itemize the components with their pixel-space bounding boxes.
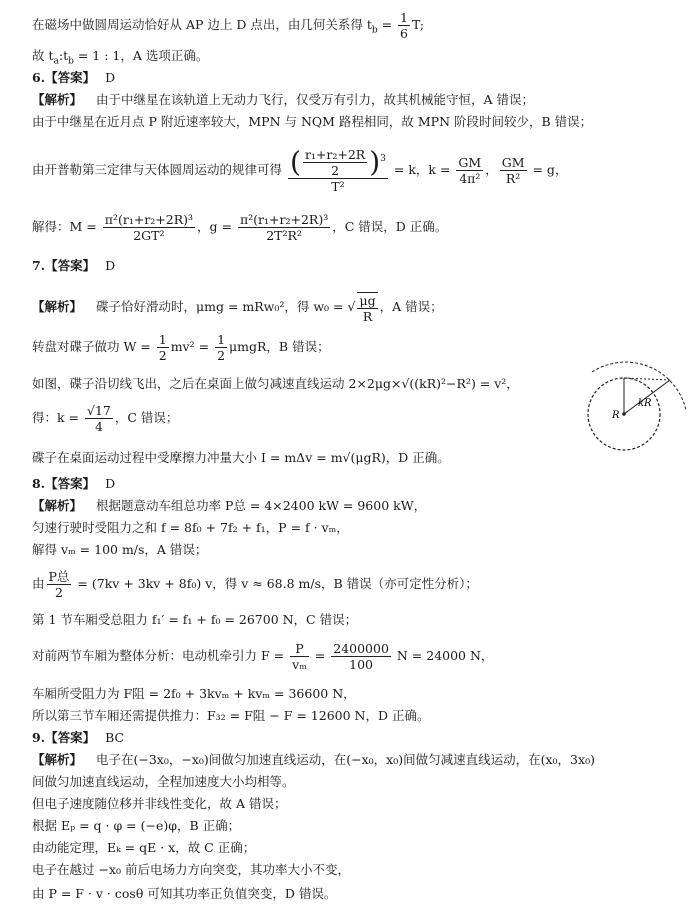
q7-analysis-3 — [32, 376, 519, 392]
q6-answer — [32, 70, 115, 86]
fraction — [47, 569, 72, 600]
text: ，C 错误； — [114, 410, 179, 425]
q8-analysis-7 — [32, 686, 356, 702]
numerator: 1 — [217, 332, 226, 347]
analysis-tag: 【解析】 — [32, 299, 83, 314]
text: mv² = — [170, 339, 214, 354]
denominator: 4 — [94, 419, 103, 434]
q9-analysis-4 — [32, 818, 240, 834]
answer-value: D — [105, 70, 116, 85]
q8-answer — [32, 476, 115, 492]
text: 由 — [32, 576, 45, 591]
text: N = 24000 N， — [392, 648, 494, 663]
label-kr: kR — [638, 398, 652, 409]
text: 匀速行驶时受阻力之和 f = 8f₀ + 7f₂ + f₁，P = f · vₘ， — [32, 520, 349, 535]
q6-analysis-4 — [32, 208, 447, 246]
denominator: 100 — [349, 657, 373, 672]
answer-value: D — [105, 258, 116, 273]
denominator: 2GT² — [133, 228, 165, 243]
inner-numerator: r₁+r₂+2R — [304, 147, 366, 162]
q6-analysis-3 — [32, 140, 567, 200]
fraction — [331, 641, 391, 672]
denominator: 6 — [400, 26, 408, 41]
q8-analysis-8 — [32, 708, 429, 724]
text: 根据 Eₚ = q · φ = (−e)φ，B 正确； — [32, 818, 241, 833]
question-number: 7. — [32, 258, 46, 273]
numerator: GM — [458, 155, 482, 170]
question-number: 9. — [32, 730, 46, 745]
fraction — [500, 155, 527, 186]
text: = g， — [528, 162, 568, 177]
text: 对前两节车厢为整体分析：电动机牵引力 F = — [32, 648, 289, 663]
text: 在磁场中做圆周运动恰好从 AP 边上 D 点出，由几何关系得 t — [32, 17, 372, 32]
text: = k，k = — [389, 162, 455, 177]
denominator: R — [362, 308, 373, 324]
disk-trajectory-diagram — [578, 358, 690, 460]
q8-analysis-2 — [32, 520, 349, 536]
text: 解得 vₘ = 100 m/s，A 错误； — [32, 542, 208, 557]
text: = — [377, 17, 397, 32]
text: 碟子恰好滑动时，μmg = mRw₀²，得 w₀ = — [96, 299, 348, 314]
line-ratio — [32, 48, 208, 70]
numerator: P总 — [48, 569, 70, 584]
q8-analysis-3 — [32, 542, 207, 558]
subscript: b — [371, 25, 378, 36]
numerator: √17 — [87, 403, 111, 418]
text: 由动能定理，Eₖ = qE · x，故 C 正确； — [32, 840, 256, 855]
text: :t — [58, 48, 69, 63]
exponent: 3 — [380, 153, 386, 164]
q6-analysis-2 — [32, 114, 592, 130]
numerator: π²(r₁+r₂+2R)³ — [239, 212, 329, 227]
subscript: a — [53, 56, 59, 67]
text: 所以第三节车厢还需提供推力：F₃₂ = F阻 − F = 12600 N，D 正确。 — [32, 708, 430, 723]
analysis-tag: 【解析】 — [32, 498, 83, 513]
q8-analysis-6 — [32, 636, 493, 676]
q9-analysis-6 — [32, 862, 350, 878]
text: 间做匀加速直线运动，全程加速度大小均相等。 — [32, 774, 295, 789]
fraction — [157, 332, 169, 363]
numerator: 1 — [400, 10, 408, 25]
analysis-tag: 【解析】 — [32, 92, 83, 107]
denominator: vₘ — [292, 657, 307, 672]
fraction — [398, 10, 410, 41]
denominator: 4π² — [459, 171, 481, 186]
fraction — [103, 212, 195, 243]
denominator: 2 — [55, 585, 63, 600]
answer-value: BC — [105, 730, 125, 745]
analysis-tag: 【解析】 — [32, 752, 83, 767]
text: 根据题意动车组总功率 P总 = 4×2400 kW = 9600 kW， — [96, 498, 427, 513]
center-dot — [622, 412, 626, 416]
answer-tag: 【答案】 — [45, 70, 96, 85]
q9-analysis-5 — [32, 840, 255, 856]
text: 由于中继星在近月点 P 附近速率较大，MPN 与 NQM 路程相同，故 MPN 阶段时间较少，B 错误； — [32, 114, 593, 129]
text: ，A 错误； — [379, 299, 443, 314]
fraction — [357, 292, 377, 324]
fraction — [238, 212, 330, 243]
answer-value: D — [105, 476, 116, 491]
kepler-fraction — [288, 147, 388, 194]
fraction — [290, 641, 309, 672]
q7-answer — [32, 258, 115, 274]
fraction — [85, 403, 113, 434]
text: ，g = — [197, 219, 236, 234]
inner-denominator: 2 — [331, 163, 340, 178]
denominator: R² — [505, 171, 521, 186]
q9-answer — [32, 730, 124, 746]
text: 由开普勒第三定律与天体圆周运动的规律可得 — [32, 162, 283, 177]
q9-analysis-2 — [32, 774, 295, 790]
text: 如图，碟子沿切线飞出，之后在桌面上做匀减速直线运动 2×2μg×√((kR)²−R²) = v²， — [32, 376, 519, 391]
text: 解得：M = — [32, 219, 101, 234]
q9-analysis-7 — [32, 886, 336, 902]
q7-analysis-2 — [32, 330, 330, 364]
q8-analysis-5 — [32, 612, 357, 628]
line-geometry — [32, 10, 424, 41]
answer-tag: 【答案】 — [45, 258, 96, 273]
q7-analysis-5 — [32, 450, 450, 466]
text: μmgR，B 错误； — [229, 339, 330, 354]
text: 电子在越过 −x₀ 前后电场力方向突变，其功率大小不变， — [32, 862, 350, 877]
text: ， — [485, 162, 498, 177]
q8-analysis-4 — [32, 566, 478, 602]
numerator: ( $\frac{\text{r₁+r₂+2R}}{2}$ )$^3$ — [290, 145, 386, 179]
question-number: 6. — [32, 70, 46, 85]
text: 但电子速度随位移并非线性变化，故 A 错误； — [32, 796, 287, 811]
text: 车厢所受阻力为 F阻 = 2f₀ + 3kvₘ + kvₘ = 36600 N， — [32, 686, 356, 701]
text: 由于中继星在该轨道上无动力飞行，仅受万有引力，故其机械能守恒，A 错误； — [96, 92, 535, 107]
text: = 1 : 1，A 选项正确。 — [73, 48, 209, 63]
q9-analysis-3 — [32, 796, 286, 812]
numerator: GM — [501, 155, 525, 170]
text: 故 t — [32, 48, 54, 63]
text: 电子在(−3x₀，−x₀)间做匀加速直线运动，在(−x₀，x₀)间做匀减速直线运动，在(x₀，3x₀) — [96, 752, 595, 767]
numerator: 2400000 — [333, 641, 389, 656]
question-number: 8. — [32, 476, 46, 491]
denominator: 2 — [158, 348, 167, 363]
text: = (7kv + 3kv + 8f₀) v，得 v ≈ 68.8 m/s，B 错误（亦可定性分析）； — [73, 576, 478, 591]
fraction — [456, 155, 483, 186]
text: 碟子在桌面运动过程中受摩擦力冲量大小 I = mΔv = m√(μgR)，D 正确。 — [32, 450, 450, 465]
q7-analysis-1 — [32, 290, 443, 324]
numerator: P — [290, 641, 309, 657]
text: 由 P = F · v · cosθ 可知其功率正负值突变，D 错误。 — [32, 886, 337, 901]
q9-analysis-1 — [32, 752, 595, 768]
denominator: 2T²R² — [266, 228, 302, 243]
numerator: 1 — [158, 332, 167, 347]
text: T; — [412, 17, 425, 32]
answer-tag: 【答案】 — [45, 476, 96, 491]
text: 转盘对碟子做功 W = — [32, 339, 155, 354]
q8-analysis-1 — [32, 498, 426, 514]
text: ，C 错误，D 正确。 — [332, 219, 448, 234]
q6-analysis-1 — [32, 92, 534, 108]
sqrt: √ — [347, 299, 356, 314]
fraction — [215, 332, 227, 363]
label-r: R — [612, 410, 620, 421]
text: 第 1 节车厢受总阻力 f₁′ = f₁ + f₀ = 26700 N，C 错误； — [32, 612, 358, 627]
numerator: π²(r₁+r₂+2R)³ — [104, 212, 194, 227]
text: 得：k = — [32, 410, 83, 425]
q7-analysis-4 — [32, 400, 178, 436]
subscript: b — [68, 56, 74, 67]
text: = — [310, 648, 330, 663]
numerator: μg — [359, 292, 376, 308]
denominator: 2 — [217, 348, 226, 363]
answer-tag: 【答案】 — [45, 730, 96, 745]
denominator: T² — [331, 179, 345, 194]
